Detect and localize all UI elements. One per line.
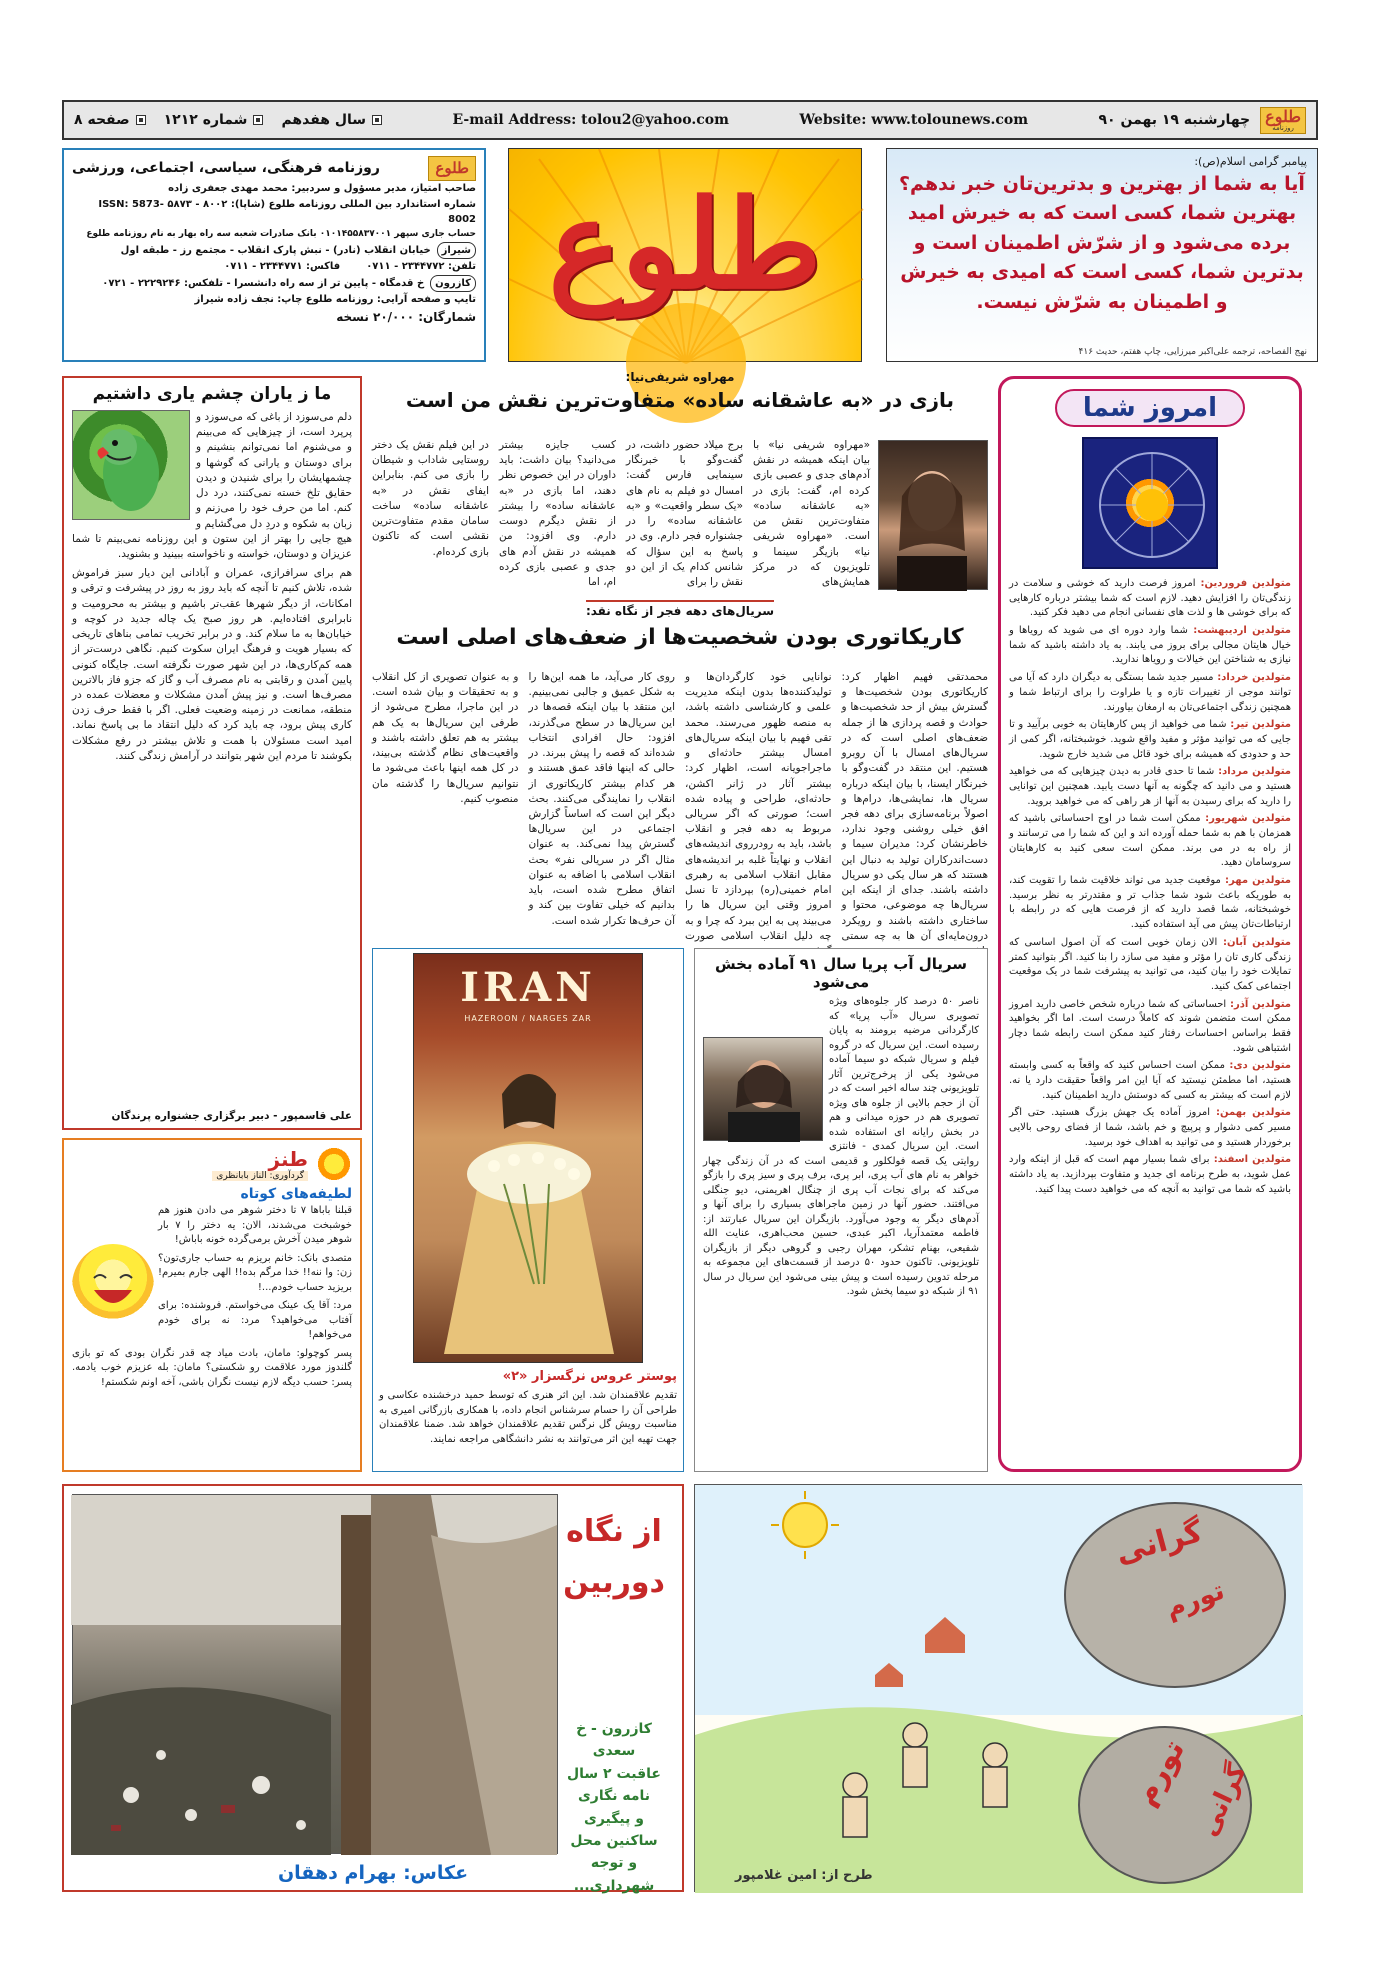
masthead-logo-text: طلوع xyxy=(1265,106,1301,126)
humor-box xyxy=(62,1138,362,1472)
humor-section: لطیفه‌های کوتاه xyxy=(240,1186,352,1202)
opinion-title: ما ز یاران چشم یاری داشتیم xyxy=(92,384,332,404)
issue-number xyxy=(164,112,264,128)
horoscope-text: ممکن است احساس کنید که واقعاً به کسی وابسته هستید، اما مطمئن نیستید که آیا این امر واقعاً حقیقت دارد یا نه. لازم است که بیشتر به کسی که دوستش دارید اطمینان کنید. xyxy=(1009,1060,1291,1101)
horoscope-entry xyxy=(1009,1106,1291,1150)
bullet-icon xyxy=(136,115,146,125)
cartoon-credit: طرح از: امین غلامپور xyxy=(735,1868,873,1883)
humor-header xyxy=(72,1146,352,1182)
quote-source: نهج الفصاحه، ترجمه علی‌اکبر میرزایی، چاپ هفتم، حدیث ۴۱۶ xyxy=(1078,347,1307,357)
opinion-box xyxy=(62,376,362,1130)
newspaper-logo-text: طلوع xyxy=(548,172,822,316)
series-article xyxy=(694,948,988,1472)
poster-image xyxy=(413,953,643,1363)
photo-caption-line: و پیگیری xyxy=(584,1810,644,1827)
photo-caption-line: ساکنین محل xyxy=(570,1832,658,1849)
newspaper-logo xyxy=(508,148,862,362)
masthead-logo-sub: روزنامه xyxy=(1272,123,1294,132)
cartoon-word-1: گرانی xyxy=(1111,1514,1207,1571)
joke-item: مرد: آقا یک عینک می‌خواستم. فروشنده: برای آفتاب می‌خواهید؟ مرد: نه برای خودم می‌خواهم! xyxy=(158,1300,352,1340)
imprint-circulation: شمارگان: ۲۰/۰۰۰ نسخه xyxy=(336,309,476,324)
poster-article xyxy=(372,948,684,1472)
parrot-icon xyxy=(71,411,189,521)
laughing-face-svg xyxy=(72,1244,154,1328)
horoscope-text: امروز آماده یک جهش بزرگ هستید. حتی اگر مسیر کمی دشوار و پرپیچ و خم باشد، شما از فضای روحی بالایی برخوردار هستید و می توانید به اهداف خود برسید. xyxy=(1009,1107,1291,1148)
photo-credit: عکاس: بهرام دهقان xyxy=(277,1862,469,1884)
imprint-issn: شماره استاندارد بین المللی روزنامه طلوع (شاپا): ۸۰۰۲ - ۵۸۷۳ ISSN: 5873-8002 xyxy=(98,198,476,226)
horoscope-sign: متولدین آذر: xyxy=(1226,998,1292,1010)
horoscope-entry xyxy=(1009,718,1291,762)
horoscope-sign: متولدین مرداد: xyxy=(1214,766,1291,778)
horoscope-text: الان زمان خوبی است که آن اصول اساسی که زندگی کاری تان را مؤثر و مفید می سازد را بنا کنید. اگر بتوانید کمتر تمایلات خود را بیان کنید، می توانید به پیشرفت شما در یک موقعیت اجتماعی کمک کنید. xyxy=(1009,936,1291,992)
parrot-photo xyxy=(72,410,190,520)
poster-subbanner: HAZEROON / NARGES ZAR xyxy=(464,1014,592,1023)
photo-heading: از نگاه دوربین xyxy=(563,1514,665,1600)
feature-kicker-wrap xyxy=(372,600,988,619)
horoscope-box xyxy=(998,376,1302,1472)
horoscope-sign: متولدین شهریور: xyxy=(1200,813,1291,825)
horoscope-sign: متولدین اسفند: xyxy=(1209,1154,1292,1166)
horoscope-entry xyxy=(1009,624,1291,668)
humor-logo-icon xyxy=(316,1146,352,1182)
quote-box xyxy=(886,148,1318,362)
imprint-kazerun xyxy=(72,275,476,293)
horoscope-title: امروز شما xyxy=(1055,389,1245,427)
website-address[interactable]: Website: www.tolounews.com xyxy=(799,112,1029,128)
imprint-kazerun-address: خ قدمگاه - پایین تر از سه راه دانشسرا - تلفکس: ۲۲۲۹۲۴۶ - ۰۷۲۱ xyxy=(102,277,425,289)
imprint-title: روزنامه فرهنگی، سیاسی، اجتماعی، ورزشی xyxy=(72,159,380,176)
email-address[interactable]: E-mail Address: tolou2@yahoo.com xyxy=(452,112,729,128)
zodiac-wheel-icon xyxy=(1084,439,1220,571)
masthead-right xyxy=(1099,107,1306,134)
imprint-shiraz-contacts xyxy=(72,259,476,275)
imprint-publisher: صاحب امتیاز، مدیر مسؤول و سردبیر: محمد مهدی جعفری زاده xyxy=(168,183,476,195)
horoscope-entry xyxy=(1009,812,1291,871)
opinion-body: هم برای سرافرازی، عمران و آبادانی این دیار سبز فراموش شده، تلاش کنیم تا آنچه که باید روز به روز در پیشرفت و ترقی و امکانات، از دیگر شهرها عقب‌تر باشیم و بیشتر به محرومیت و نابرابری افتاده‌ایم. هر روز صبح یک چاله جدید در کوچه و خیابان‌ها به ما سلام کند. و در برابر تخریب تمامی بناهای تاریخی که بسیار هویت و فرهنگ ایران سکوت کنیم. نگاهی درست‌تر از همه کم‌کاری‌ها، در این شهر صورت نگرفته است. جایگاه کنونی پایین آمدن و رقابتی به نام مصرف آب و گاز که جزو فاز بالاترین مصرف‌ها است. و نیز پیش آمدن مشکلات و معضلات عمده در منطقه، ممانعت در زمینه وضعیت فعلی. اگر با فقط حرف زدن کاری پیش برود، چه باید کرد که دلیل انتقاد ما بی پاسخ نماند. امید است مسئولان با همت و تلاش بیشتر در رفع مشکلات بکوشند تا مردم این شهر بتوانند در آرامش زندگی کنند. xyxy=(72,567,352,762)
horoscope-sign: متولدین آبان: xyxy=(1217,936,1291,948)
feature-kicker: سریال‌های دهه فجر از نگاه نقد: xyxy=(586,600,774,618)
issue-year-text: سال هفدهم xyxy=(281,112,367,128)
feature-article xyxy=(372,600,988,942)
horoscope-sign: متولدین خرداد: xyxy=(1213,672,1291,684)
humor-title: طنز xyxy=(268,1147,308,1171)
masthead-strip xyxy=(62,100,1318,140)
interview-columns xyxy=(372,438,870,590)
opinion-signature: علی قاسمپور - دبیر برگزاری جشنواره پرندگان xyxy=(72,1110,352,1122)
series-headline: سریال آب پریا سال ۹۱ آماده بخش می‌شود xyxy=(714,955,968,991)
photo-caption-line: عاقبت ۲ سال xyxy=(567,1765,661,1782)
laughing-face-icon xyxy=(72,1244,154,1328)
cartoon-word-3: تورم xyxy=(1127,1733,1193,1812)
bullet-icon xyxy=(372,115,382,125)
street-photo xyxy=(72,1494,558,1854)
interview-article xyxy=(372,370,988,592)
horoscope-entry xyxy=(1009,874,1291,933)
imprint-phone: تلفن: ۲۳۴۴۷۷۲ - ۰۷۱۱ xyxy=(366,261,476,273)
feature-columns xyxy=(372,670,988,942)
horoscope-sign: متولدین اردیبهشت: xyxy=(1187,625,1292,637)
horoscope-sign: متولدین دی: xyxy=(1224,1060,1292,1072)
interview-kicker: مهراوه شریفی‌نیا: xyxy=(625,370,735,384)
page-number-text: صفحه ۸ xyxy=(74,112,130,128)
feature-col-3: روی کار می‌آید، ما همه این‌ها را به شکل عمیق و جالبی نمی‌بینیم. این منتقد با بیان اینکه قصه‌ها در این سریال‌ها در سطح می‌گذرند، افزود: حال افرادی انتخاب شده‌اند که قصه را پیش ببرند. در حالی که اینها فاقد عمق هستند و هر کدام بیشتر کاریکاتوری از انقلاب را نمایندگی می‌کنند. بحث دیگر این است که اساساً گزارش اجتماعی در این سریال‌ها گسترش پیدا نمی‌کند. به عنوان مثال اگر در سریالی نفر» بحث انقلاب اسلامی با اضافه به عنوان اتفاق مطرح شده است، باید بدانیم که خیلی تفاوت بین کند و آن حرف‌ها تکرار شده است. xyxy=(528,671,675,927)
imprint-header xyxy=(72,156,476,181)
joke-item: متصدی بانک: خانم بریزم به حساب جاری‌تون؟ زن: وا ننه!! خدا مرگم بده!! الهی جارم بمیرم! بریزید حساب خودم...! xyxy=(158,1252,352,1293)
cartoon-word-4: گرانی xyxy=(1193,1759,1253,1841)
interview-col-3: کسب جایزه بیشتر می‌دانید؟ بیان داشت: باید داوران در این خصوص نظر دهند، اما بازی در «به عاشقانه ساده» را بیشتر از نقش دیگرم دوست دارم. وی افزود: من همیشه در نقش آدم های جدی و عصبی بازی کرده ام، اما xyxy=(499,439,616,588)
joke-item: قبلنا باباها ۷ تا دختر شوهر می دادن هنوز هم خوشبخت می‌شدند، الان: یه دختر را ۷ بار شوهر میدن آخرش برمی‌گرده خونه باباش! xyxy=(158,1205,352,1245)
quote-text: آیا به شما از بهترین و بدترین‌تان خبر ندهم؟ بهترین شما، کسی است که به خیرش امید برده می‌شود و از شرّش اطمینان است و بدترین شما، کسی است که امیدی به خیرش و اطمینان به شرّش نیست. xyxy=(899,173,1305,313)
masthead-logo xyxy=(1260,107,1306,134)
horoscope-text: ممکن است شما در اوج احساساتی باشید که همزمان با هم به شما حمله آورده اند و این که شما را می ترسانند و از راه به در می برند. ممکن است سعی کنید به کارهایتان سروسامان دهید. xyxy=(1009,813,1291,869)
feature-col-4: و به عنوان تصویری از کل انقلاب و به تحقیقات و بیان شده است. در این ماجرا، مطرح می‌شود از طرفی این سریال‌ها به یک هم بیشتر به هم تعلق داشته باشند و واقعیت‌های نظام گذشته بی‌بیند، در کل همه اینها باعث می‌شود ما نتوانیم سریال‌ها را گذشته مان منصوب کنیم. xyxy=(372,671,519,805)
girl-with-flowers-icon xyxy=(414,954,644,1364)
imprint-print: تایپ و صفحه آرایی: روزنامه طلوع چاپ: نجف زاده شیراز xyxy=(194,294,476,306)
horoscope-text: شما می خواهید از پس کارهایتان به خوبی برآیید و تا جایی که می توانید مؤثر و مفید واقع شوید. خوشبختانه، اگر کمی از حد و حدودی که همیشه برای خود قائل می شدید خارج شوید. xyxy=(1009,719,1291,760)
actress-photo xyxy=(878,440,988,590)
imprint-account: حساب جاری سپهر ۰۱۰۱۴۵۵۸۳۷۰۰۱ بانک صادرات شعبه سه راه بهار به نام روزنامه طلوع xyxy=(86,228,476,239)
horoscope-text: مسیر جدید شما بستگی به دیگران دارد که آیا می توانند موجی از تغییرات تازه و یا طراوت را برای ارتباط شما و همچنین زندگی اجتماعی‌تان به ارمغان بیاورند. xyxy=(1009,672,1291,713)
issue-date: چهارشنبه ۱۹ بهمن ۹۰ xyxy=(1098,112,1251,128)
poster-title: پوستر عروس نرگسزار «۲» xyxy=(502,1369,677,1384)
horoscope-entry xyxy=(1009,1059,1291,1103)
cartoon-word-2: تورم xyxy=(1161,1575,1229,1625)
interview-col-1: «مهراوه شریفی نیا» با بیان اینکه همیشه در نقش آدم‌های جدی و عصبی بازی کرده ام، گفت: بازی در «به عاشقانه ساده» متفاوت‌ترین نقش من است. «مهراوه شریفی نیا» بازیگر سینما و تلویزیون که در مرکز همایش‌های xyxy=(753,439,870,588)
interview-headline: بازی در «به عاشقانه ساده» متفاوت‌ترین نقش من است xyxy=(405,388,955,412)
horoscope-entry xyxy=(1009,1153,1291,1197)
masthead-left xyxy=(74,112,382,128)
imprint-shiraz xyxy=(72,242,476,260)
poster-caption: تقدیم علاقمندان شد. این اثر هنری که توسط حمید درخشنده عکاسی و طراحی آن را حسام سرشناس انجام داده، با همکاری بازرگانی امیری به مناسبت رویش گل نرگس تقدیم علاقمندان خواهد شد. ضمنا علاقمندان جهت تهیه این اثر می‌توانند به نشر دانشگاهی مراجعه نمایند. xyxy=(379,1390,677,1445)
horoscope-entry xyxy=(1009,671,1291,715)
portrait-icon xyxy=(877,441,987,591)
humor-subtitle: گردآوری: الناز بابانظری xyxy=(212,1171,308,1181)
feature-col-1: محمدتقی فهیم اظهار کرد: کاریکاتوری بودن شخصیت‌ها و گسترش بیش از حد شخصیت‌ها و حوادث و قصه پردازی ها از جمله ضعف‌های اصلی است که در سریال‌های امسال با آن روبرو هستیم. این منتقد در گفت‌وگو با خبرنگار ایسنا، با بیان اینکه درباره سریال ها، نمایشی‌ها، درام‌ها و اصولاً برنامه‌سازی برای دهه فجر افق خیلی روشنی وجود ندارد، خاطرنشان کرد: مدیران سیما و دست‌اندرکاران تولید به دنبال این هستند که هر سال یکی دو سریال داشته باشند. جدای از اینکه این سریال‌ها چه موضوعی، محتوا و ساختاری داشته باشند و رویکرد درون‌مایه‌ای آن ها به چه سمتی xyxy=(841,671,988,942)
horoscope-entry xyxy=(1009,765,1291,809)
director-portrait-icon xyxy=(702,1038,822,1142)
horoscope-entry xyxy=(1009,936,1291,995)
director-photo xyxy=(703,1037,823,1141)
bullet-icon xyxy=(253,115,263,125)
poster-banner: IRAN xyxy=(460,964,596,1011)
issue-number-text: شماره ۱۲۱۲ xyxy=(163,112,248,128)
photo-caption-line: کازرون - خ سعدی xyxy=(576,1721,652,1760)
horoscope-entry xyxy=(1009,577,1291,621)
horoscope-text: احساساتی که شما درباره شخص خاصی دارید امروز ممکن است متضمن شوند که کاملاً درست است. اما اگر بخواهید فقط براساس احساسات رفتار کنید ممکن است رابطه شما دچار اشتباهی شود. xyxy=(1009,998,1291,1054)
series-body: ناصر ۵۰ درصد کار جلوه‌های ویژه تصویری سریال «آب پریا» که کارگردانی مرضیه برومند به پایان رسیده است. این سریال که در گروه فیلم و سریال شبکه دو سیما آماده می‌شود یکی از پرخرج‌ترین آثار تلویزیونی چند ساله اخیر است که در آن از حجم بالایی از جلوه های ویژه تصویری هم در حوزه میدانی و هم در بخش رایانه ای استفاده شده است. این سریال کمدی - فانتزی روایتی یک قصه فولکلور و قدیمی است که در آن زندگی چهار خواهر به نام های آب پری، ابر پری، برف پری و سیز پری را بازگو می‌کند که برای نجات آب پری از چنگال اهریمنی، دیو جنگلی می‌افتند. حضور آنها در زمین ماجراهای بسیاری را برای آنها و آدم‌های دیگر به وجود می‌آورد. بازیگران این سریال عبارتند از: فاطمه معتمدآریا، اکبر عبدی، حسین محب‌اهری، عنایت الله شفیعی، بهنام تشکر، مهران رجبی و گروهی دیگر از بازیگران تلویزیونی. تاکنون حدود ۵۰ درصد از قسمت‌های این مجموعه به مرحله تدوین رسیده است و پیش بینی می‌شود این سریال در سال ۹۱ از شبکه دو سیما پخش شود. xyxy=(703,996,979,1297)
interview-col-4: در این فیلم نقش یک دختر روستایی شاداب و شیطان را بازی می کنم. بنابراین ایفای نقش در «به عاشقانه ساده» ساخت سامان مقدم متفاوت‌ترین نقشی است که تاکنون بازی کرده‌ام. xyxy=(372,439,489,558)
street-scene-icon xyxy=(71,1495,557,1855)
feature-headline: کاریکاتوری بودن شخصیت‌ها از ضعف‌های اصلی است xyxy=(396,625,964,650)
imprint-box xyxy=(62,148,486,362)
horoscope-sign: متولدین مهر: xyxy=(1220,875,1291,887)
quote-attribution: پیامبر گرامی اسلام(ص): xyxy=(1194,155,1307,168)
imprint-shiraz-address: خیابان انقلاب (نادر) - نبش پارک انقلاب - مجتمع رز - طبقه اول xyxy=(120,244,431,256)
page-number xyxy=(74,112,146,128)
horoscope-sign: متولدین تیر: xyxy=(1226,719,1291,731)
issue-year xyxy=(281,112,382,128)
photo-caption-line: و توجه شهرداری... xyxy=(573,1855,655,1894)
cartoon-box xyxy=(694,1484,1302,1892)
zodiac-image xyxy=(1082,437,1218,569)
horoscope-text: موقعیت جدید می تواند خلاقیت شما را تقویت کند، به طوریکه باعث شود شما جذاب تر و مقتدرتر به نظر برسید. خوشبختانه، شما قصد دارید که از فرصت هایی که در رابطه با ارتباطات‌تان پیش می آید استفاده کنید. xyxy=(1009,875,1291,931)
imprint-logo: طلوع xyxy=(428,156,476,181)
imprint-fax: فاکس: ۲۳۴۴۷۷۱ - ۰۷۱۱ xyxy=(224,261,341,273)
photo-section xyxy=(62,1484,684,1892)
interview-col-2: برج میلاد حضور داشت، در گفت‌وگو با خبرنگار سینمایی فارس گفت: امسال دو فیلم به نام های «یک سطر واقعیت» و «به عاشقانه ساده» را در جشنواره فجر دارم. وی در پاسخ به این سؤال که شانس کدام یک از این دو نقش را برای xyxy=(626,439,743,588)
horoscope-text: شما وارد دوره ای می شوید که رویاها و خیال هایتان مجالی برای بروز می یابند. به یاد داشته باشید که شما نیازی به شناختن این خیالات و رویاها ندارید. xyxy=(1009,625,1291,666)
horoscope-sign: متولدین بهمن: xyxy=(1210,1107,1291,1119)
horoscope-text: شما تا حدی قادر به دیدن چیزهایی که می خواهید هستید و می دانید که چگونه به آنها دست یابید. همچنین این توانایی را دارید که برای رسیدن به آنها از هر راهی که می خواهید بروید. xyxy=(1009,766,1291,807)
feature-col-2: نوانایی خود کارگردان‌ها و تولیدکننده‌ها بدون اینکه مدیریت علمی و کارشناسی داشته باشد، به منصه ظهور می‌رسند. محمد تقی فهیم با بیان اینکه سریال‌های امسال بیشتر حادثه‌ای و ماجراجویانه است، اظهار کرد: بیشتر آثار در ژانر اکشن، حادثه‌ای، طراحی و پیاده شده است؛ صورتی که اگر سریالی مربوط به دهه فجر و انقلاب باشد، باید به رودرروی اندیشه‌های انقلاب و نهایتاً غلبه بر اندیشه‌های مقابل انقلاب اسلامی به رهبری امام خمینی(ره) بپردازد تا نسل امروز وقتی این سریال ها را می‌بیند پی به این ببرد که چرا و به چه دلیل انقلاب اسلامی صورت xyxy=(685,671,832,942)
joke-item: پسر کوچولو: مامان، بادت میاد چه قدر نگران بودی که تو بازی گلندوز مورد علاقمت رو شکستی؟ مامان: بله عزیزم خوب یادمه. پسر: حسب دیگه لازم نیست نگران باشی، آخه اونم شکستم! xyxy=(72,1347,352,1388)
photo-caption-line: نامه نگاری xyxy=(577,1788,651,1805)
imprint-shiraz-label: شیراز xyxy=(437,242,476,260)
horoscope-text: برای شما بسیار مهم است که قبل از اینکه وارد عمل شوید، به طرح برنامه ای جدید و متفاوت بپردازید. به یاد داشته باشید که شما می توانید به آنچه که می خواهید دست پیدا کنید. xyxy=(1009,1154,1291,1195)
imprint-kazerun-label: کازرون xyxy=(430,275,476,293)
horoscope-entry xyxy=(1009,998,1291,1057)
horoscope-list xyxy=(1009,577,1291,1198)
opinion-intro: دلم می‌سوزد از باغی که می‌سوزد و پرپرد است، از چیزهایی که می‌بینم و می‌شنوم اما نمی‌توانم بنشینم و برای دوستان و یارانی که گوشها و چشمهایشان را برای شنیدن و دیدن حقایق تلخ خسته نمی‌کنند، درد دل کنم. اما من حرف خود را می‌زنم و زبان به شکوه و دردِ دل می‌گشایم و هیچ جایی را بهتر از این ستون و این روزنامه نمی‌بینم تا شما عزیزان و دوستان، خواسته و ناخواسته ببینید و بشنوید. xyxy=(72,411,352,560)
horoscope-text: امروز فرصت دارید که خوشی و سلامت در زندگی‌تان را افزایش دهید. لازم است که شما بیشتر درباره کارهایی که برای خوشی ها و لذت های نفسانی انجام می دهید فکر کنید. xyxy=(1009,578,1291,619)
horoscope-sign: متولدین فروردین: xyxy=(1195,578,1291,589)
